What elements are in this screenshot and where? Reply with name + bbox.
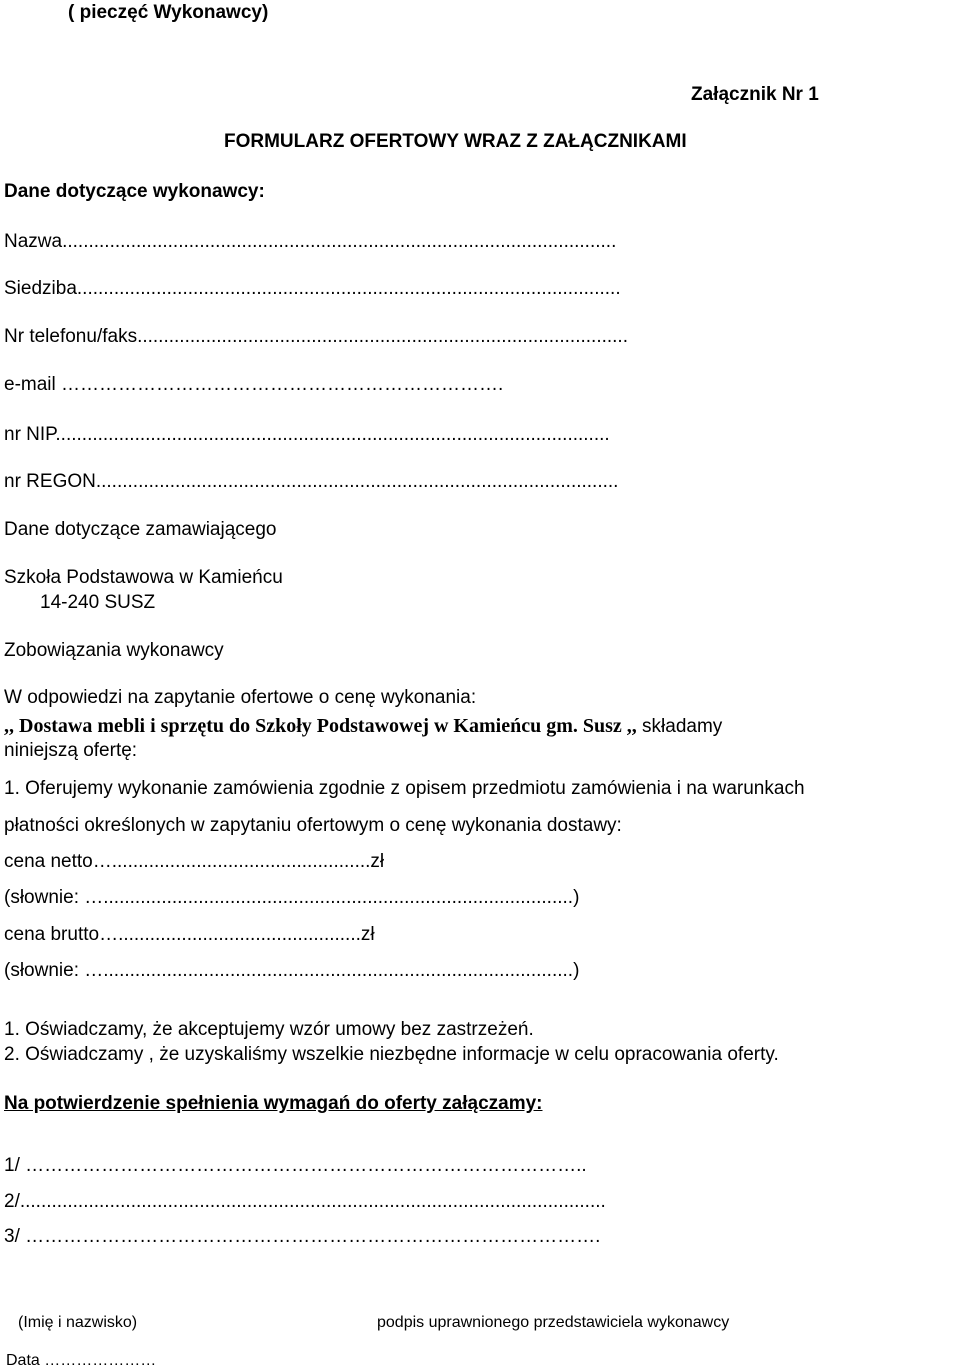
stamp-label: ( pieczęć Wykonawcy) <box>68 2 269 23</box>
order-subject-line <box>4 715 722 738</box>
date-field: Data ………………… <box>6 1352 157 1369</box>
contractor-phone-field: Nr telefonu/faks............................................................................................. <box>4 326 628 347</box>
declaration-2: 2. Oświadczamy , że uzyskaliśmy wszelkie niezbędne informacje w celu opracowania oferty. <box>4 1044 779 1065</box>
attachment-item-1: 1/ …………………………………………………………………………….. <box>4 1155 587 1176</box>
obligations-intro: W odpowiedzi na zapytanie ofertowe o cenę wykonania: <box>4 687 477 708</box>
contractor-heading: Dane dotyczące wykonawcy: <box>4 181 265 202</box>
offer-point-1-cont: płatności określonych w zapytaniu ofertowym o cenę wykonania dostawy: <box>4 815 622 836</box>
orderer-heading: Dane dotyczące zamawiającego <box>4 519 277 540</box>
gross-price-words-field: (słownie: ….........................................................................................) <box>4 960 580 981</box>
name-label: (Imię i nazwisko) <box>18 1314 138 1331</box>
net-price-words-field: (słownie: ….........................................................................................) <box>4 887 580 908</box>
orderer-name: Szkoła Podstawowa w Kamieńcu <box>4 567 283 588</box>
order-subject: ,, Dostawa mebli i sprzętu do Szkoły Podstawowej w Kamieńcu gm. Susz ,, <box>4 715 637 737</box>
submit-offer-text-cont: niniejszą ofertę: <box>4 740 138 761</box>
contractor-name-field: Nazwa......................................................................................................... <box>4 231 617 252</box>
declaration-1: 1. Oświadczamy, że akceptujemy wzór umowy bez zastrzeżeń. <box>4 1019 534 1040</box>
attachment-item-2: 2/............................................................................................................... <box>4 1191 606 1212</box>
signature-label: podpis uprawnionego przedstawiciela wykonawcy <box>377 1314 730 1331</box>
gross-price-field: cena brutto…..............................................zł <box>4 924 375 945</box>
offer-point-1: 1. Oferujemy wykonanie zamówienia zgodnie z opisem przedmiotu zamówienia i na warunkach <box>4 778 805 799</box>
page-title: FORMULARZ OFERTOWY WRAZ Z ZAŁĄCZNIKAMI <box>224 131 687 152</box>
attachment-item-3: 3/ ………………………………………………………………………………. <box>4 1226 601 1247</box>
contractor-nip-field: nr NIP......................................................................................................... <box>4 424 610 445</box>
contractor-seat-field: Siedziba....................................................................................................... <box>4 278 621 299</box>
orderer-address: 14-240 SUSZ <box>40 592 156 613</box>
attachments-heading: Na potwierdzenie spełnienia wymagań do oferty załączamy: <box>4 1093 543 1114</box>
contractor-regon-field: nr REGON................................................................................................... <box>4 471 619 492</box>
net-price-field: cena netto….................................................zł <box>4 851 385 872</box>
obligations-heading: Zobowiązania wykonawcy <box>4 640 224 661</box>
attachment-number: Załącznik Nr 1 <box>691 84 819 105</box>
contractor-email-field: e-mail ……………………………………………………………. <box>4 374 504 395</box>
submit-offer-text: składamy <box>636 716 723 737</box>
